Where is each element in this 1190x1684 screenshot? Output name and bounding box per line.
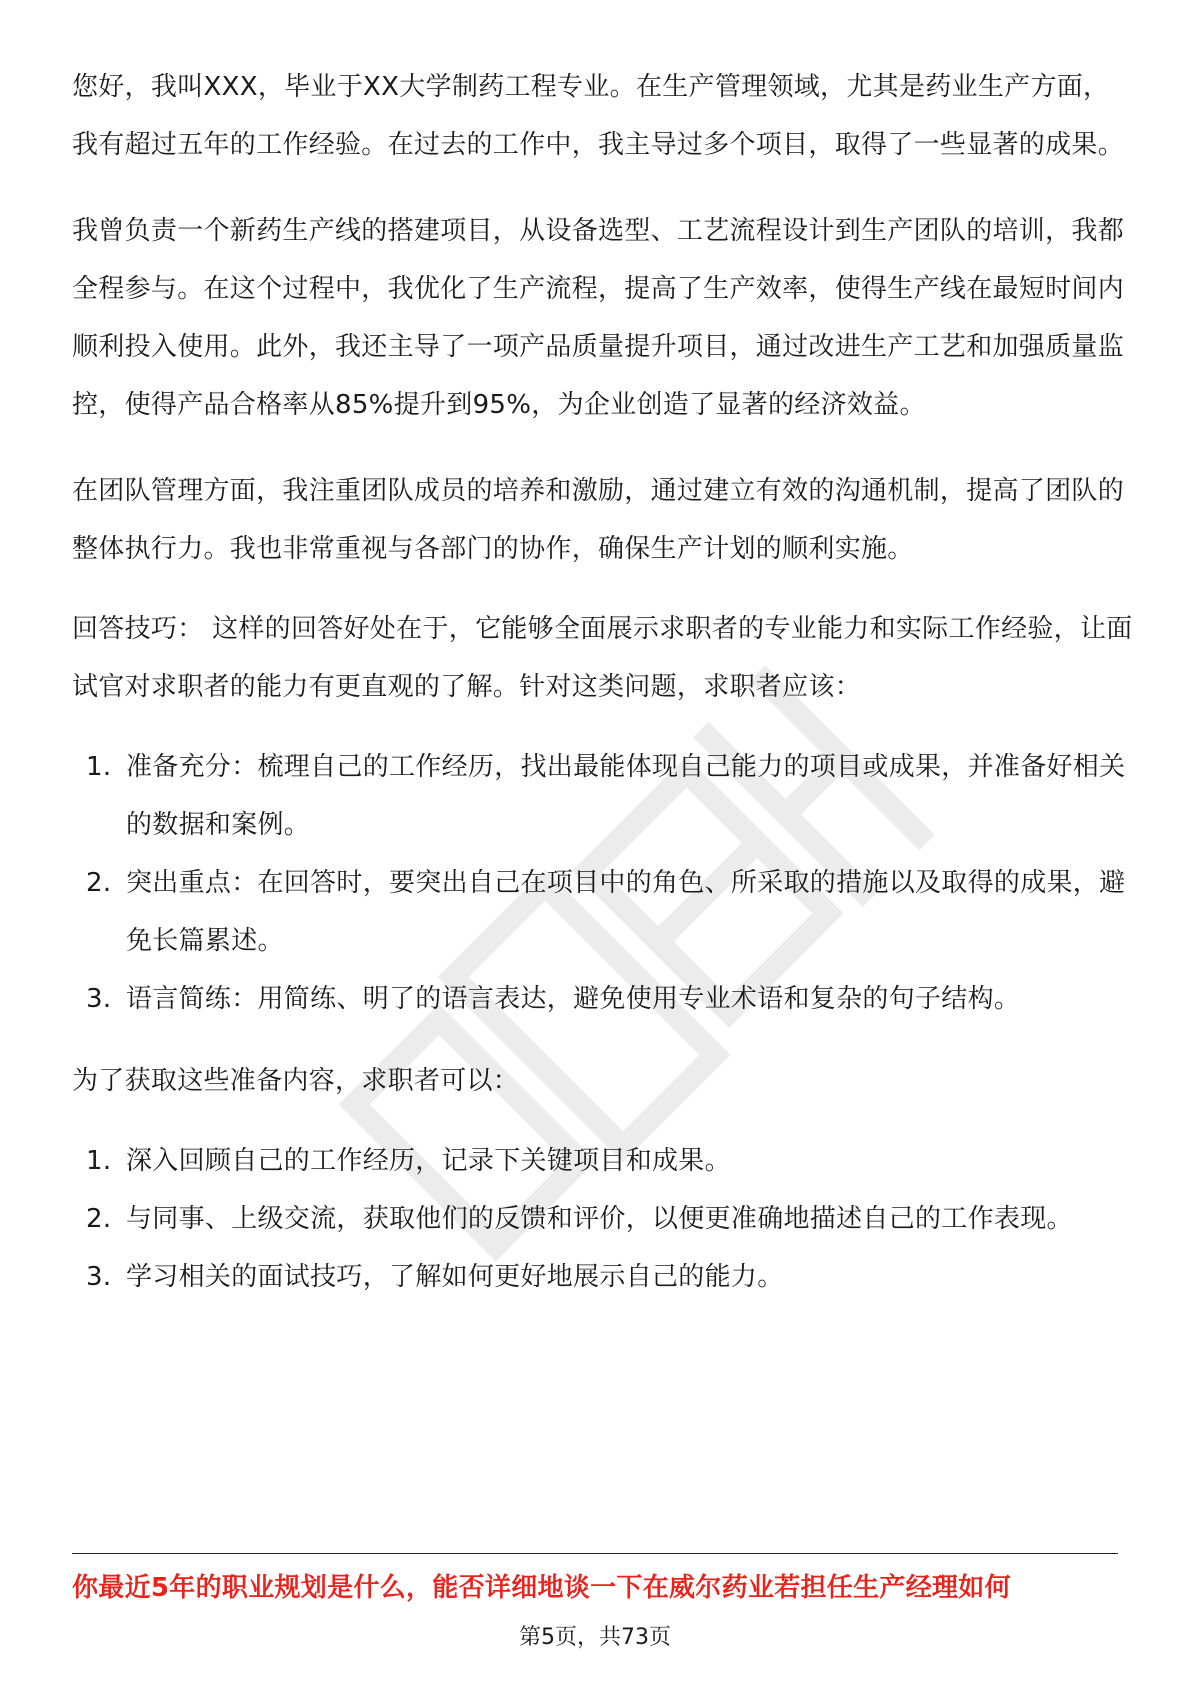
list-item-text: 突出重点：在回答时，要突出自己在项目中的角色、所采取的措施以及取得的成果，避免长篇累述。 (126, 868, 1126, 956)
list-item (72, 738, 1134, 854)
list-item-text: 与同事、上级交流，获取他们的反馈和评价，以便更准确地描述自己的工作表现。 (126, 1204, 1073, 1234)
page-number: 第5页，共73页 (519, 1625, 671, 1650)
list-item (72, 1248, 1134, 1306)
team-paragraph: 在团队管理方面，我注重团队成员的培养和激励，通过建立有效的沟通机制，提高了团队的整体执行力。我也非常重视与各部门的协作，确保生产计划的顺利实施。 (72, 476, 1125, 564)
next-question-heading: 你最近5年的职业规划是什么，能否详细地谈一下在威尔药业若担任生产经理如何 (72, 1573, 1011, 1603)
list-item-text: 学习相关的面试技巧，了解如何更好地展示自己的能力。 (126, 1262, 784, 1292)
list-item-text: 语言简练：用简练、明了的语言表达，避免使用专业术语和复杂的句子结构。 (126, 984, 1021, 1014)
list-item (72, 1190, 1134, 1248)
project-paragraph: 我曾负责一个新药生产线的搭建项目，从设备选型、工艺流程设计到生产团队的培训，我都全程参与。在这个过程中，我优化了生产流程，提高了生产效率，使得生产线在最短时间内顺利投入使用。此外，我还主导了一项产品质量提升项目，通过改进生产工艺和加强质量监控，使得产品合格率从85%提升到95%，为企业创造了显著的经济效益。 (72, 216, 1125, 420)
list-item-text: 深入回顾自己的工作经历，记录下关键项目和成果。 (126, 1146, 731, 1176)
list-item-number: 1. (86, 1146, 112, 1176)
list-item-number: 3. (86, 984, 112, 1014)
list-item (72, 970, 1134, 1028)
list-item (72, 854, 1134, 970)
list-item-text: 准备充分：梳理自己的工作经历，找出最能体现自己能力的项目或成果，并准备好相关的数据和案例。 (126, 752, 1126, 840)
list-item (72, 1132, 1134, 1190)
section-divider (72, 1553, 1118, 1554)
tips-list (72, 738, 1134, 1028)
page-content (72, 58, 1134, 1330)
intro-paragraph: 您好，我叫XXX，毕业于XX大学制药工程专业。在生产管理领域，尤其是药业生产方面，我有超过五年的工作经验。在过去的工作中，我主导过多个项目，取得了一些显著的成果。 (72, 72, 1125, 160)
prep-list (72, 1132, 1134, 1306)
list-item-number: 2. (86, 1204, 112, 1234)
list-item-number: 1. (86, 752, 112, 782)
list-item-number: 2. (86, 868, 112, 898)
tips-paragraph: 回答技巧： 这样的回答好处在于，它能够全面展示求职者的专业能力和实际工作经验，让面试官对求职者的能力有更直观的了解。针对这类问题，求职者应该： (72, 614, 1133, 702)
prep-intro-paragraph: 为了获取这些准备内容，求职者可以： (72, 1066, 520, 1096)
list-item-number: 3. (86, 1262, 112, 1292)
